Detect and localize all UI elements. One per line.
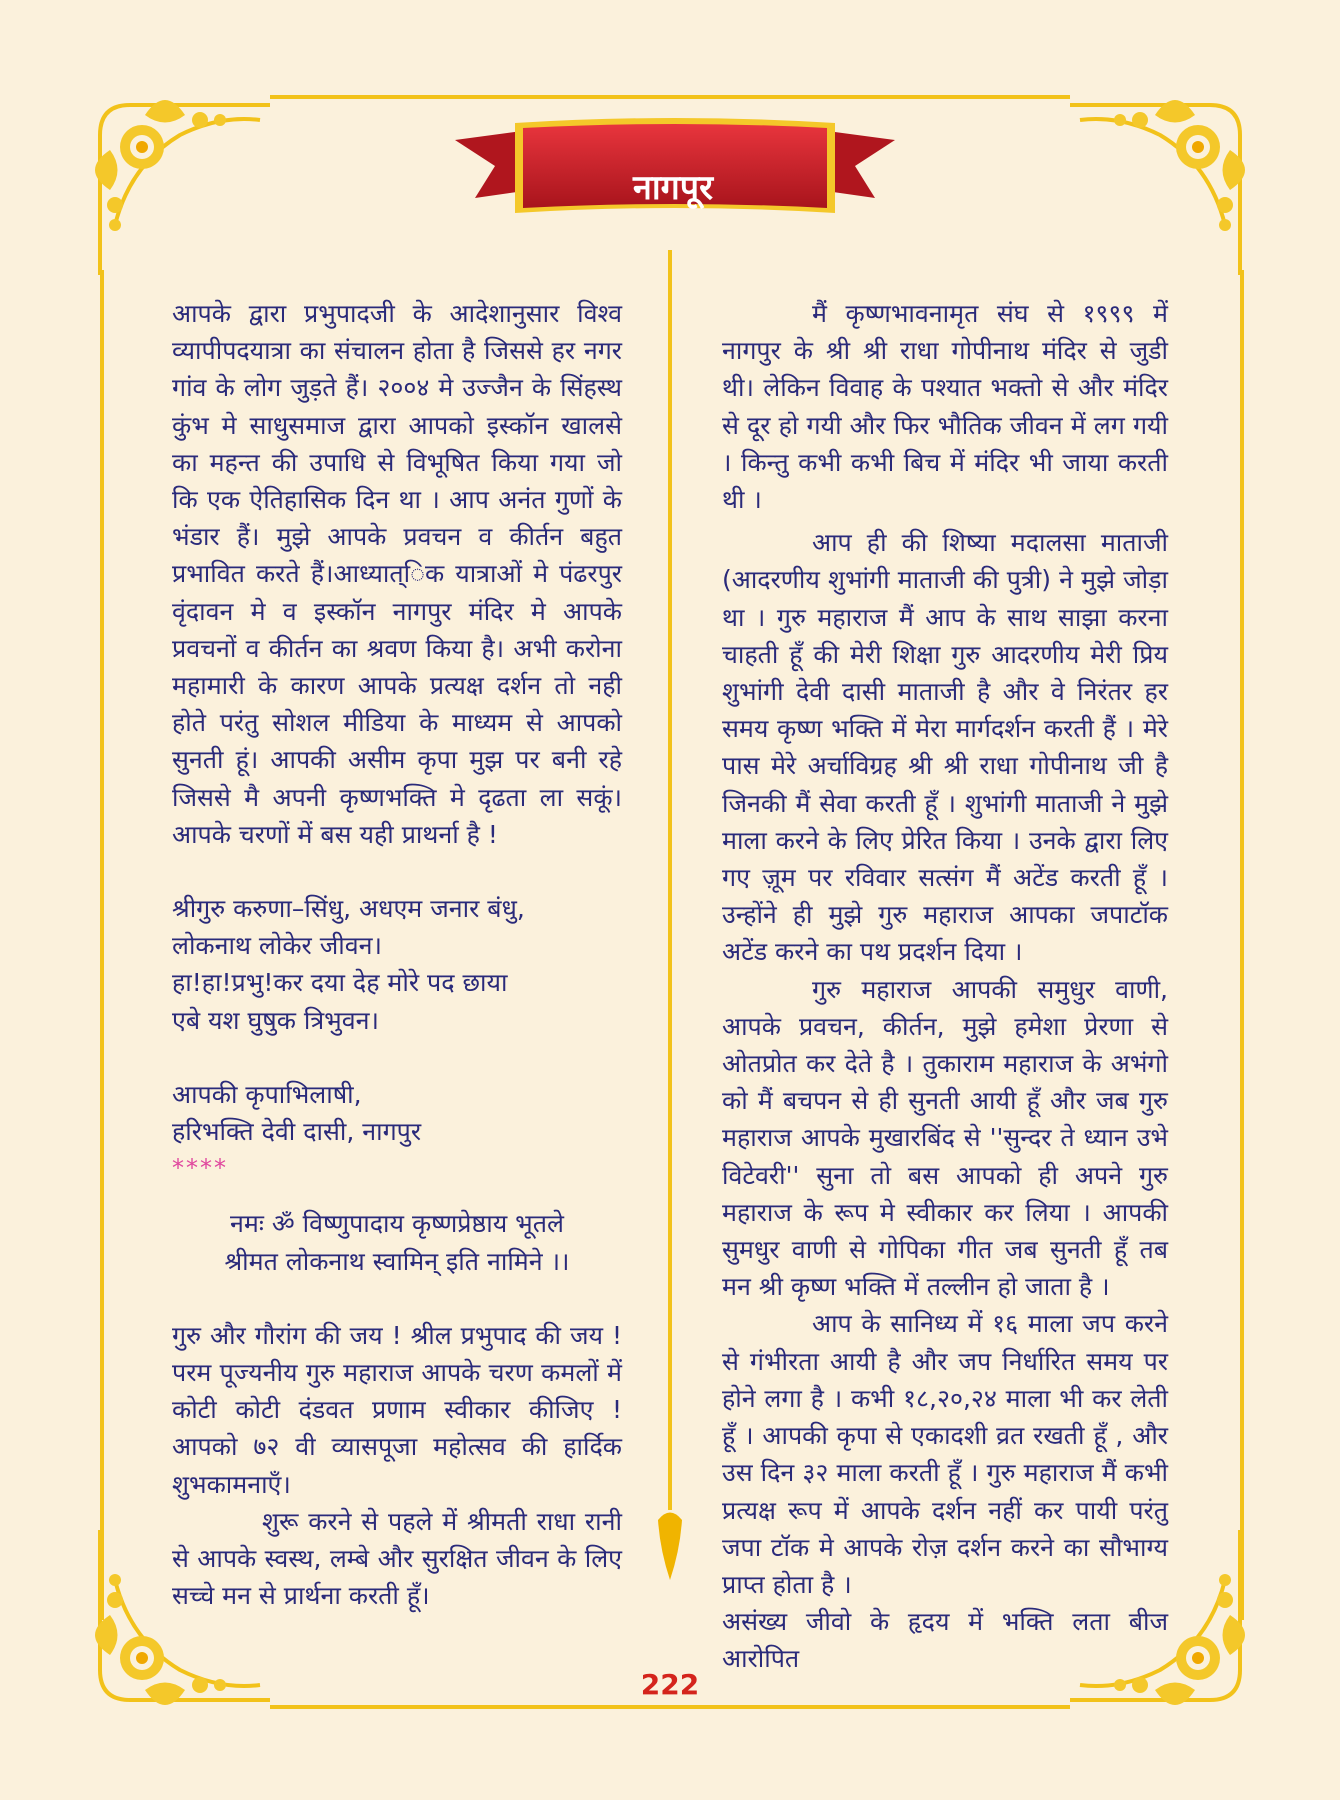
border-bottom-line xyxy=(270,1705,1070,1709)
left-column xyxy=(172,295,622,1615)
page-number: 222 xyxy=(640,1668,700,1701)
corner-ornament-icon xyxy=(70,75,310,315)
verse-line: हा!हा!प्रभु!कर दया देह मोरे पद छाया xyxy=(172,968,508,998)
stars-separator: **** xyxy=(172,1154,228,1183)
page-title: नागपूर xyxy=(632,168,714,208)
mantra-line: श्रीमत लोकनाथ स्वामिन् इति नामिने ।। xyxy=(224,1246,570,1276)
verse-line: एबे यश घुषुक त्रिभुवन। xyxy=(172,1005,379,1035)
right-paragraph-4: आप के सानिध्य में १६ माला जप करने से गंभीरता आयी है और जप निर्धारित समय पर होने लगा है । कभी १८,२०,२४ माला भी कर लेती हूँ । आपकी कृपा से एकादशी व्रत रखती हूँ , और उस दिन ३२ माला करती हूँ । गुरु महाराज मैं कभी प्रत्यक्ष रूप में आपके दर्शन नहीं कर पायी परंतु जपा टॉक मे आपके रोज़ दर्शन करने का सौभाग्य प्राप्त होता है । xyxy=(722,1309,1168,1599)
corner-ornament-icon xyxy=(1030,75,1270,315)
border-left-line xyxy=(100,270,104,1620)
mantra-line: नमः ॐ विष्णुपादाय कृष्णप्रेष्ठाय भूतले xyxy=(230,1209,564,1239)
right-paragraph-5: असंख्य जीवो के हृदय में भक्ति लता बीज आरोपित xyxy=(722,1607,1168,1674)
border-top-line xyxy=(270,95,1070,99)
right-paragraph-1: मैं कृष्णभावनामृत संघ से १९९९ में नागपुर के श्री श्री राधा गोपीनाथ मंदिर से जुडी थी। लेकिन विवाह के पश्यात भक्तो से और मंदिर से दूर हो गयी और फिर भौतिक जीवन में लग गयी । किन्तु कभी कभी बिच में मंदिर भी जाया करती थी । xyxy=(722,299,1168,515)
left-paragraph-2: गुरु और गौरांग की जय ! श्रील प्रभुपाद की जय ! परम पूज्यनीय गुरु महाराज आपके चरण कमलों में कोटी कोटी दंडवत प्रणाम स्वीकार कीजिए ! आपको ७२ वी व्यासपूजा महोत्सव की हार्दिक शुभकामनाएँ। xyxy=(172,1320,622,1499)
verse-line: लोकनाथ लोकेर जीवन। xyxy=(172,931,382,961)
signature-line: आपकी कृपाभिलाषी, xyxy=(172,1079,362,1109)
right-paragraph-2: आप ही की शिष्या मदालसा माताजी (आदरणीय शुभांगी माताजी की पुत्री) ने मुझे जोड़ा था । गुरु महाराज मैं आप के साथ साझा करना चाहती हूँ की मेरी शिक्षा गुरु आदरणीय मेरी प्रिय शुभांगी देवी दासी माताजी है और वे निरंतर हर समय कृष्ण भक्ति में मेरा मार्गदर्शन करती हैं । मेरे पास मेरे अर्चाविग्रह श्री श्री राधा गोपीनाथ जी है जिनकी मैं सेवा करती हूँ । शुभांगी माताजी ने मुझे माला करने के लिए प्रेरित किया । उनके द्वारा लिए गए ज़ूम पर रविवार सत्संग मैं अटेंड करती हूँ । उन्होंने ही मुझे गुरु महाराज आपका जपाटॉक अटेंड करने का पथ प्रदर्शन दिया । xyxy=(722,528,1168,967)
signature-line: हरिभक्ति देवी दासी, नागपुर xyxy=(172,1117,422,1147)
verse-line: श्रीगुरु करुणा–सिंधु, अधएम जनार बंधु, xyxy=(172,894,525,924)
right-column xyxy=(722,295,1168,1678)
left-paragraph-3: शुरू करने से पहले में श्रीमती राधा रानी से आपके स्वस्थ, लम्बे और सुरक्षित जीवन के लिए सच्चे मन से प्रार्थना करती हूँ। xyxy=(172,1506,622,1611)
right-paragraph-3: गुरु महाराज आपकी समुधुर वाणी, आपके प्रवचन, कीर्तन, मुझे हमेशा प्रेरणा से ओतप्रोत कर देते है । तुकाराम महाराज के अभंगो को मैं बचपन से ही सुनती आयी हूँ और जब गुरु महाराज आपके मुखारबिंद से ''सुन्दर ते ध्यान उभे विटेवरी'' सुना तो बस आपको ही अपने गुरु महाराज के रूप मे स्वीकार कर लिया । आपकी सुमधुर वाणी से गोपिका गीत जब सुनती हूँ तब मन श्री कृष्ण भक्ति में तल्लीन हो जाता है । xyxy=(722,974,1168,1302)
border-right-line xyxy=(1240,270,1244,1620)
left-paragraph-1: आपके द्वारा प्रभुपादजी के आदेशानुसार विश्व व्यापीपदयात्रा का संचालन होता है जिससे हर नगर गांव के लोग जुड़ते हैं। २००४ मे उज्जैन के सिंहस्थ कुंभ मे साधुसमाज द्वारा आपको इस्कॉन खालसे का महन्त की उपाधि से विभूषित किया गया जो कि एक ऐतिहासिक दिन था । आप अनंत गुणों के भंडार हैं। मुझे आपके प्रवचन व कीर्तन बहुत प्रभावित करते हैं।आध्यात्िक यात्राओं मे पंढरपुर वृंदावन मे व इस्कॉन नागपुर मंदिर मे आपके प्रवचनों व कीर्तन का श्रवण किया है। अभी करोना महामारी के कारण आपके प्रत्यक्ष दर्शन तो नही होते परंतु सोशल मीडिया के माध्यम से आपको सुनती हूं। आपकी असीम कृपा मुझ पर बनी रहे जिससे मै अपनी कृष्णभक्ति मे दृढता ला सकूं। आपके चरणों में बस यही प्राथर्ना है ! xyxy=(172,299,622,849)
column-divider xyxy=(650,250,690,1600)
